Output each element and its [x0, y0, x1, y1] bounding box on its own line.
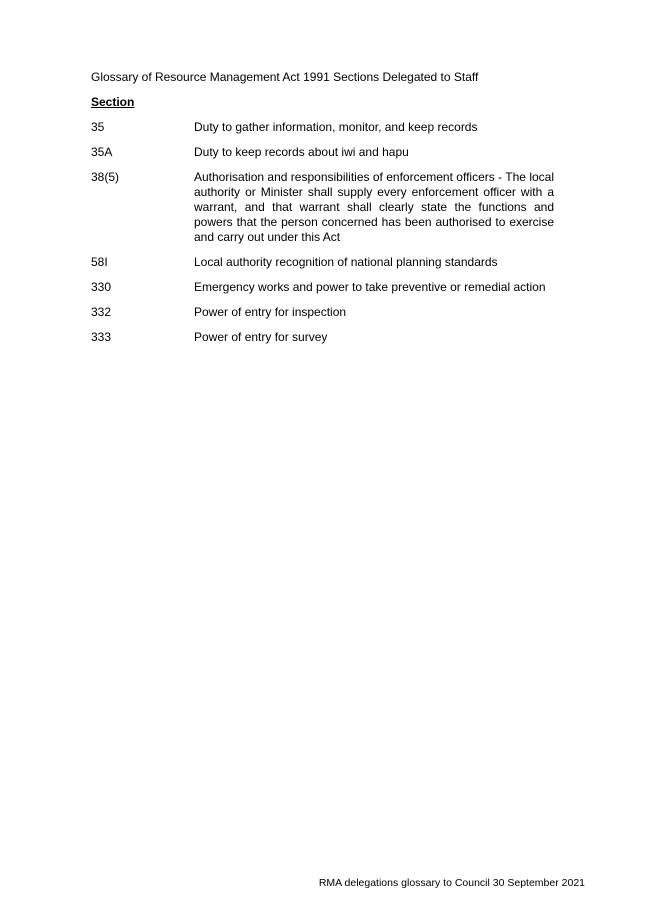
entry-description: Authorisation and responsibilities of enforcement officers - The local authority or Minister shall supply every enforcement officer with a warrant, and that warrant shall clearly state the functions and powers that the person concerned has been authorised to exercise and carry out under this Act — [194, 170, 554, 244]
glossary-entry — [91, 305, 554, 320]
page-footer: RMA delegations glossary to Council 30 September 2021 — [318, 877, 585, 889]
entry-section-number: 333 — [91, 330, 112, 344]
glossary-entry — [91, 330, 554, 345]
entry-section-number: 330 — [91, 280, 112, 294]
glossary-list — [91, 120, 554, 355]
glossary-entry — [91, 255, 554, 270]
glossary-entry — [91, 280, 554, 295]
entry-section-number: 58I — [91, 255, 108, 269]
page-title: Glossary of Resource Management Act 1991 Sections Delegated to Staff — [91, 70, 479, 84]
glossary-entry — [91, 120, 554, 135]
entry-description: Emergency works and power to take preventive or remedial action — [194, 280, 546, 294]
section-column-heading: Section — [91, 95, 135, 109]
entry-section-number: 35 — [91, 120, 105, 134]
entry-description: Duty to gather information, monitor, and keep records — [194, 120, 478, 134]
entry-description: Power of entry for inspection — [194, 305, 347, 319]
glossary-entry — [91, 170, 554, 245]
entry-section-number: 35A — [91, 145, 113, 159]
entry-description: Duty to keep records about iwi and hapu — [194, 145, 409, 159]
entry-description: Local authority recognition of national planning standards — [194, 255, 498, 269]
entry-description: Power of entry for survey — [194, 330, 328, 344]
glossary-entry — [91, 145, 554, 160]
entry-section-number: 38(5) — [91, 170, 120, 184]
entry-section-number: 332 — [91, 305, 112, 319]
